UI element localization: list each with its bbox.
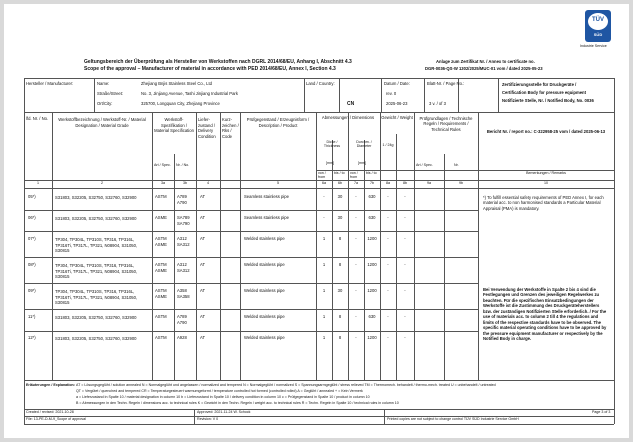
row-diameter-to: 630 <box>368 314 376 319</box>
row-product: Welded stainless pipe <box>244 236 285 241</box>
col-diameter-from: von / from <box>350 171 358 179</box>
notified-body: Notifizierte Stelle, Nr. / Notified Body, No. 0036 <box>502 98 594 103</box>
row-specno: A789 <box>177 194 187 199</box>
street-label: Straße/Street: <box>97 91 124 96</box>
row-grade: S31803, S32205, S32750, S32760, S32900 <box>55 336 137 341</box>
col-remarks: Bemerkungen / Remarks <box>526 171 566 175</box>
legend-line: a = Lieferzustand in Spalte 10 / material designation in column 10 b = Lieferzustand in Spalte 10 / delivery condition in column 10 c = Prüfgegenstand in Spalte 10 / product in column 10 <box>76 395 370 399</box>
row-weight-from: - <box>387 288 389 293</box>
row-condition: AT <box>200 288 206 293</box>
row-thickness-to: 8 <box>338 314 342 319</box>
row-grade: TP304, TP304L, TP310S, TP316, TP316L, TP316Ti, TP317L, TP321, N08904, S31050, S30815 <box>55 289 138 306</box>
row-weight-to: - <box>404 314 406 319</box>
row-spec: ASME <box>155 242 167 247</box>
row-spec: ASME <box>155 215 167 220</box>
colnum-5: 5 <box>277 181 279 185</box>
col-thickness-to: bis / to <box>334 171 345 175</box>
row-diameter-to: 1200 <box>367 288 377 293</box>
row-weight-from: - <box>387 314 389 319</box>
revision-value: rev. 0 <box>386 91 397 96</box>
row-product: Welded stainless pipe <box>244 288 285 293</box>
tuv-sud-logo: TÜV SÜD <box>585 10 611 42</box>
row-thickness-to: 30 <box>337 194 343 199</box>
annex-title: Anlage zum Zertifikat Nr. / Annex to certificate no. <box>436 59 535 64</box>
row-condition: AT <box>200 194 206 199</box>
remark-pma: *) To fulfill essential safety requirements of PED Annex I, for each material acc. to non harmonised standards a Particular Material Appraisal (PMA) is mandatory. <box>483 195 604 211</box>
row-diameter-from: - <box>355 215 357 220</box>
page-label: Blatt-Nr. / Page No.: <box>427 81 465 86</box>
row-thickness-from: 1 <box>322 288 326 293</box>
row-weight-to: - <box>404 335 406 340</box>
cert-body-en: Certification Body for pressure equipment <box>502 90 586 95</box>
footer-page: Page 3 of 3 <box>592 410 611 414</box>
row-number: 09*) <box>28 288 36 293</box>
row-spec: ASME <box>155 294 167 299</box>
col-no: lfd. Nr. / No. <box>26 116 49 121</box>
row-diameter-to: 1200 <box>367 335 377 340</box>
colnum-9b: 9b <box>459 181 463 185</box>
col-nr: Nr. / No. <box>176 163 190 167</box>
row-weight-to: - <box>404 236 406 241</box>
row-thickness-from: - <box>323 215 325 220</box>
row-weight-to: - <box>404 288 406 293</box>
col-code: Kurz- zeichen / Rks / Code <box>222 117 239 140</box>
col-dimensions: Abmessungen / Dimensions <box>321 115 375 120</box>
row-spec: ASTM <box>155 335 167 340</box>
row-thickness-from: 1 <box>322 236 326 241</box>
footer-created: Created / revised: 2021-10-28 <box>26 410 74 414</box>
row-thickness-to: 30 <box>337 215 343 220</box>
colnum-7b: 7b <box>370 181 374 185</box>
row-weight-from: - <box>387 335 389 340</box>
col-diameter: Durchm. / Diameter <box>356 140 372 148</box>
row-number: 05*) <box>28 194 36 199</box>
col-mm-diameter: [mm] <box>358 161 366 165</box>
colnum-8a: 8a <box>386 181 390 185</box>
footer-revision: Revision: V 0 <box>197 417 219 421</box>
row-diameter-to: 630 <box>368 194 376 199</box>
row-condition: AT <box>200 262 206 267</box>
row-spec: ASTM <box>155 262 167 267</box>
cert-body-de: Zertifizierungsstelle für Druckgeräte / <box>502 82 577 87</box>
row-weight-from: - <box>387 236 389 241</box>
row-spec: ASTM <box>155 288 167 293</box>
row-thickness-to: 30 <box>337 288 343 293</box>
footer-approved: Approved: 2021-11-24 W. Schock <box>197 410 251 414</box>
colnum-8b: 8b <box>403 181 407 185</box>
manufacturer-street: No. 3, Jinjiang Avenue, Tashi Jinjiang Industrial Park <box>141 91 238 96</box>
report-number: Bericht Nr. / report no.: C-322958-25 vom / dated 2025-06-13 <box>486 129 606 134</box>
col-req-nr: Nr. <box>454 163 459 167</box>
colnum-3a: 3a <box>161 181 165 185</box>
col-weight: Gewicht / Weight <box>381 115 413 120</box>
row-spec: ASTM <box>155 194 167 199</box>
colnum-6b: 6b <box>338 181 342 185</box>
row-spec: ASTM <box>155 236 167 241</box>
colnum-3b: 3b <box>183 181 187 185</box>
row-thickness-from: - <box>323 194 325 199</box>
row-diameter-to: 1200 <box>367 262 377 267</box>
row-specno: SA312 <box>177 242 190 247</box>
legend-label: Erläuterungen / Explanation: <box>26 383 75 387</box>
row-weight-to: - <box>404 262 406 267</box>
row-grade: S31803, S32205, S32750, S32760, S32900 <box>55 315 137 320</box>
row-thickness-to: 8 <box>338 236 342 241</box>
row-condition: AT <box>200 314 206 319</box>
row-product: Seamless stainless pipe <box>244 215 289 220</box>
row-number: 12*) <box>28 335 36 340</box>
row-condition: AT <box>200 215 206 220</box>
row-number: 08*) <box>28 262 36 267</box>
row-weight-from: - <box>387 262 389 267</box>
annex-number: DGR-0036-QS-W 1302/2025/MUC-01 vom / dated 2025-05-23 <box>425 66 543 71</box>
colnum-2: 2 <box>101 181 103 185</box>
country-value: CN <box>347 101 355 107</box>
col-mm-thickness: [mm] <box>326 161 334 165</box>
row-spec: ASTM <box>155 314 167 319</box>
legend-line: QT = Vergütet / quenched and tempered CR = Temperaturgesteuert warmumgeformt / temperature controlled hot formed (controlled rolled) A = Geglüht / annealed + = Kein Vermerk <box>76 389 363 393</box>
page-value: 3 v. / of 3 <box>429 101 446 106</box>
remark-usage: Bei Verwendung der Werkstoffe in Spalte 2 bis 4 sind die Festlegungen und Grenzen des jeweiligen Regelwerkes zu beachten. Für die spezifischen Einsatzbedingungen der Werkstoffe ist die Zustimmung des Druckgeräteherstellers bzw. der zuständigen Notifizierten Stelle erforderlich. / For the use of materials acc. to column 2 till 4 the regulations and limits of the respective standards have to be observed. The specific material operating conditions have to be approved by the pressure equipment manufacturer or respectively by the Notified Body in charge. <box>483 287 607 342</box>
date-value: 2025-06-23 <box>386 101 408 106</box>
row-product: Seamless stainless pipe <box>244 194 289 199</box>
row-diameter-from: - <box>355 335 357 340</box>
col-art: Art / Spec. <box>154 163 171 167</box>
col-requirements: Prüfgrundlagen / Technische Regeln / Requirements / Technical Rules <box>419 116 473 132</box>
manufacturer-city: 325700, Longquan City, Zhejiang Province <box>141 101 220 106</box>
colnum-10: 10 <box>544 181 548 185</box>
col-spec: Werkstoff- Spezifikation / Material Specification <box>154 117 194 134</box>
row-product: Welded stainless pipe <box>244 314 285 319</box>
row-specno: A790 <box>177 320 187 325</box>
row-specno: A358 <box>177 288 187 293</box>
title-en: Scope of the approval – Manufacturer of material in accordance with PED 2014/68/EU, Annex I, Section 4.3 <box>84 66 336 72</box>
row-specno: A790 <box>177 200 187 205</box>
row-number: 07*) <box>28 236 36 241</box>
row-specno: SA358 <box>177 294 190 299</box>
row-thickness-to: 8 <box>338 335 342 340</box>
certificate-page <box>4 4 629 438</box>
row-diameter-from: - <box>355 288 357 293</box>
row-product: Welded stainless pipe <box>244 262 285 267</box>
title-de: Geltungsbereich der Überprüfung als Hersteller von Werkstoffen nach DGRL 2014/68/EU, Anhang I, Abschnitt 4.3 <box>84 59 352 65</box>
colnum-9a: 9a <box>427 181 431 185</box>
row-specno: SA312 <box>177 268 190 273</box>
country-label: Land / Country: <box>306 81 335 86</box>
colnum-6a: 6a <box>322 181 326 185</box>
colnum-7a: 7a <box>354 181 358 185</box>
row-condition: AT <box>200 236 206 241</box>
row-number: 06*) <box>28 215 36 220</box>
col-thickness-from: von / from <box>318 171 326 179</box>
footer-form: File: 13-PE-D-M-9_Scope of approval <box>26 417 86 421</box>
row-weight-to: - <box>404 194 406 199</box>
col-grade: Werkstoffbezeichnung / Werkstoff-Nr. / Material Designation / Material Grade <box>58 117 146 128</box>
row-condition: AT <box>200 335 206 340</box>
row-spec: ASME <box>155 268 167 273</box>
row-specno: A312 <box>177 236 187 241</box>
row-diameter-to: 630 <box>368 215 376 220</box>
col-delivery: Liefer- zustand / Delivery Condition <box>198 117 216 140</box>
col-diameter-to: bis / to <box>366 171 377 175</box>
row-thickness-from: 1 <box>322 262 326 267</box>
name-label: Name: <box>97 81 110 86</box>
logo-caption: Industrie Service <box>580 44 607 48</box>
row-diameter-from: - <box>355 314 357 319</box>
col-req-art: Art / Spec. <box>416 163 433 167</box>
col-product: Prüfgegenstand / Erzeugnisform / Description / Product <box>246 117 310 128</box>
row-grade: S31803, S32205, S32750, S32760, S32900 <box>55 195 137 200</box>
city-label: Ort/City: <box>97 101 113 106</box>
row-grade: S31803, S32205, S32750, S32760, S32900 <box>55 216 137 221</box>
row-specno: A789 <box>177 314 187 319</box>
row-product: Welded stainless pipe <box>244 335 285 340</box>
row-diameter-from: - <box>355 194 357 199</box>
colnum-1: 1 <box>37 181 39 185</box>
row-specno: SA789 <box>177 215 190 220</box>
row-grade: TP304, TP304L, TP310S, TP316, TP316L, TP316Ti, TP317L, TP321, N08904, S31050, S30815 <box>55 237 138 254</box>
row-thickness-from: 1 <box>322 314 326 319</box>
row-diameter-from: - <box>355 236 357 241</box>
legend-line: B = Abmessungen in den Techn. Regeln / dimensions acc. to technical rules K = Gewicht in den Techn. Regeln / weight acc. to technical rules R = Techn. Regeln in Spalte 10 / technical rules in column 10 <box>76 401 399 405</box>
row-specno: A312 <box>177 262 187 267</box>
footer-printed: Printed copies are not subject to change control TÜV SÜD Industrie Service GmbH <box>387 417 519 421</box>
colnum-4: 4 <box>207 181 209 185</box>
manufacturer-name: Zhejiang Bnjis Stainless Steel Co., Ltd <box>141 81 212 86</box>
row-specno: SA790 <box>177 221 190 226</box>
row-diameter-to: 1200 <box>367 236 377 241</box>
manufacturer-label: Hersteller / Manufacturer: <box>26 81 74 86</box>
row-number: 11*) <box>28 314 36 319</box>
row-diameter-from: - <box>355 262 357 267</box>
row-thickness-from: 1 <box>322 335 326 340</box>
row-thickness-to: 8 <box>338 262 342 267</box>
row-grade: TP304, TP304L, TP310S, TP316, TP316L, TP316Ti, TP317L, TP321, N08904, S31050, S30815 <box>55 263 138 280</box>
col-thickness: Dicke / Thickness <box>323 140 341 148</box>
row-weight-from: - <box>387 194 389 199</box>
legend-line: AT = Lösungsgeglüht / solution annealed N = Normalgeglüht und angelassen / normalized and tempered N = Normalgeglüht / normalized S = Spannungsarmgeglüht / stress relieved TM = Thermomech. behandelt / thermo-mech. treated U = unbehandelt / untreated <box>76 383 496 387</box>
row-weight-from: - <box>387 215 389 220</box>
col-weight-unit: 1 / 24g <box>382 143 394 147</box>
date-label: Datum / Date: <box>384 81 410 86</box>
row-specno: A928 <box>177 335 187 340</box>
row-weight-to: - <box>404 215 406 220</box>
